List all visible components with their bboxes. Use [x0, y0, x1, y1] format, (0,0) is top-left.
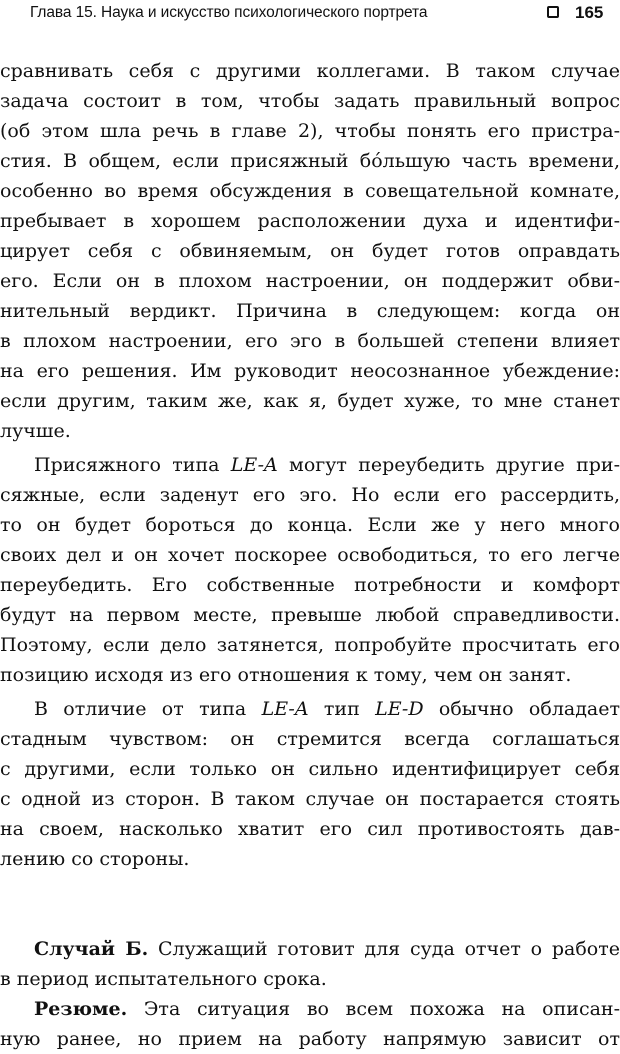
- paragraph-line: в плохом настроении, его эго в большей степени влияет: [0, 330, 620, 352]
- paragraph-line: в период испытательного срока.: [0, 968, 327, 990]
- juror-type-term: LE-D: [375, 698, 424, 720]
- paragraph-line: переубедить. Его собственные потребности и комфорт: [0, 574, 620, 596]
- paragraph-line: задача состоит в том, чтобы задать правильный вопрос: [0, 90, 620, 112]
- paragraph-3: [0, 694, 620, 874]
- page-number: 165: [575, 3, 604, 22]
- checkbox-square-icon: [547, 6, 559, 18]
- text-run: В отличие от типа: [34, 698, 262, 720]
- chapter-title: Глава 15. Наука и искусство психологического портрета: [30, 4, 428, 21]
- text-run: Эта ситуация во всем похожа на описан-: [127, 998, 620, 1020]
- juror-type-term: LE-A: [230, 454, 278, 476]
- paragraph-line: своих дел и он хочет поскорее освободиться, то его легче: [0, 544, 620, 566]
- paragraph-line: [0, 694, 620, 724]
- paragraph-line: особенно во время обсуждения в совещательной комнате,: [0, 180, 620, 202]
- paragraph-1: [0, 56, 620, 446]
- juror-type-term: LE-A: [261, 698, 309, 720]
- paragraph-line: лучше.: [0, 420, 71, 442]
- paragraph-line: если другим, таким же, как я, будет хуже, то мне станет: [0, 390, 620, 412]
- text-run: Присяжного типа: [34, 454, 231, 476]
- paragraph-line: то он будет бороться до конца. Если же у него много: [0, 514, 620, 536]
- paragraph-line: с другими, если только он сильно идентифицирует себя: [0, 758, 620, 780]
- paragraph-line: стия. В общем, если присяжный бóльшую часть времени,: [0, 150, 620, 172]
- paragraph-line: сравнивать себя с другими коллегами. В таком случае: [0, 60, 620, 82]
- text-run: тип: [308, 698, 376, 720]
- paragraph-line: цирует себя с обвиняемым, он будет готов оправдать: [0, 240, 620, 262]
- paragraph-line: Поэтому, если дело затянется, попробуйте просчитать его: [0, 634, 620, 656]
- summary-paragraph: [0, 994, 620, 1054]
- paragraph-line: на его решения. Им руководит неосознанное убеждение:: [0, 360, 620, 382]
- summary-label: Резюме.: [34, 998, 128, 1020]
- paragraph-line: стадным чувством: он стремится всегда соглашаться: [0, 728, 620, 750]
- paragraph-line: сяжные, если заденут его эго. Но если его рассердить,: [0, 484, 620, 506]
- page-body: [0, 56, 620, 1054]
- paragraph-line: на своем, насколько хватит его сил противостоять дав-: [0, 818, 620, 840]
- case-paragraph: [0, 934, 620, 994]
- paragraph-line: ную ранее, но прием на работу напрямую зависит от: [0, 1028, 620, 1050]
- paragraph-line: лению со стороны.: [0, 848, 190, 870]
- paragraph-line: (об этом шла речь в главе 2), чтобы понять его пристра-: [0, 120, 620, 142]
- text-run: Служащий готовит для суда отчет о работе: [148, 938, 620, 960]
- paragraph-line: его. Если он в плохом настроении, он поддержит обви-: [0, 270, 620, 292]
- paragraph-line: с одной из сторон. В таком случае он постарается стоять: [0, 788, 620, 810]
- running-header: [0, 0, 620, 30]
- paragraph-line: [0, 994, 620, 1024]
- case-label: Случай Б.: [34, 938, 149, 960]
- paragraph-line: [0, 934, 620, 964]
- text-run: обычно обладает: [423, 698, 620, 720]
- paragraph-2: [0, 450, 620, 690]
- paragraph-line: пребывает в хорошем расположении духа и идентифи-: [0, 210, 620, 232]
- paragraph-line: будут на первом месте, превыше любой справедливости.: [0, 604, 620, 626]
- text-run: могут переубедить другие при-: [277, 454, 620, 476]
- paragraph-line: [0, 450, 620, 480]
- paragraph-line: позицию исходя из его отношения к тому, чем он занят.: [0, 664, 572, 686]
- paragraph-line: нительный вердикт. Причина в следующем: когда он: [0, 300, 620, 322]
